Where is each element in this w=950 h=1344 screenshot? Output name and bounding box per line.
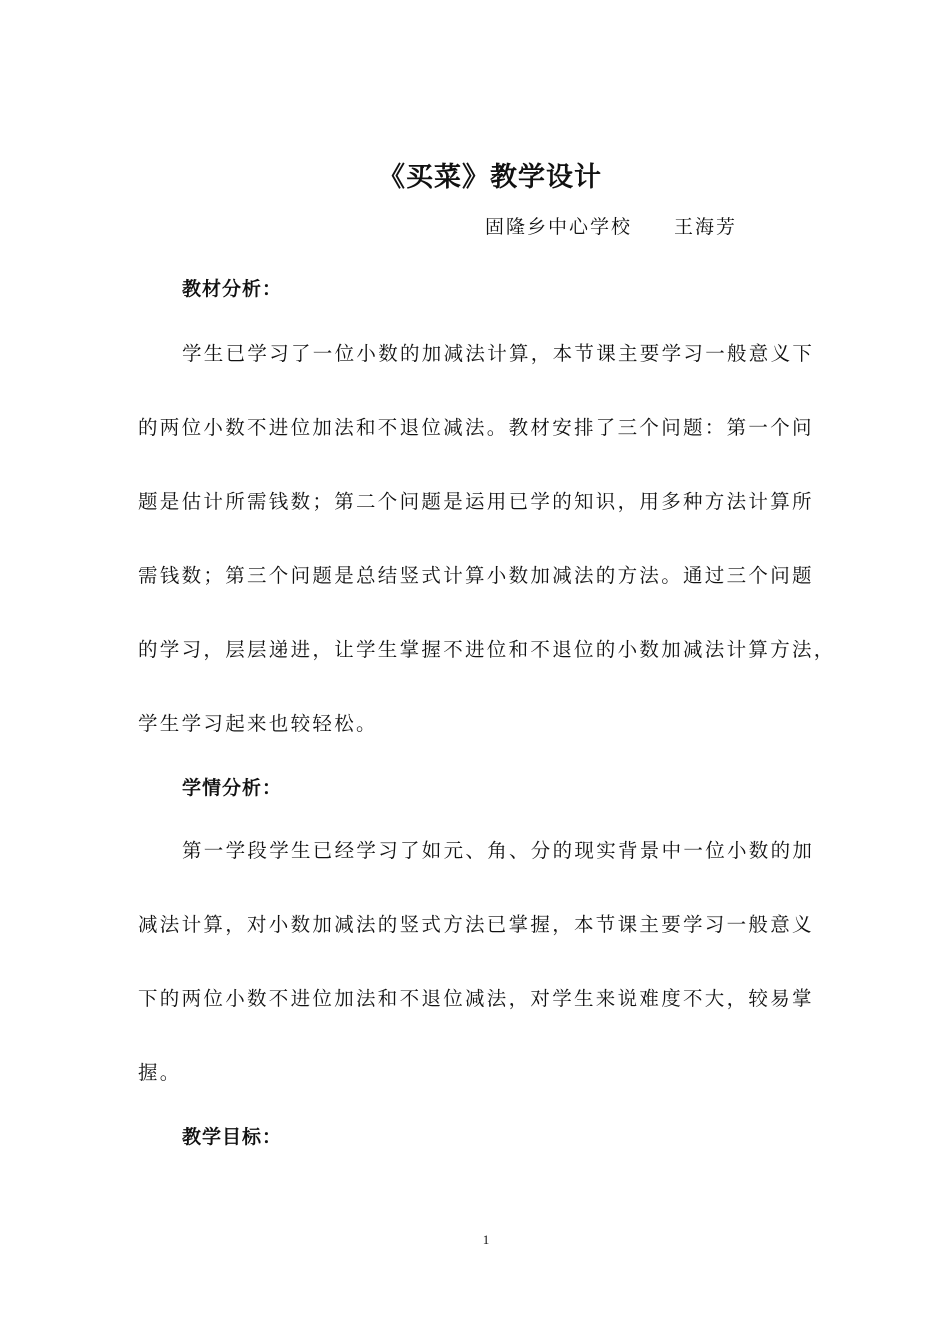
paragraph-line: 学生已学习了一位小数的加减法计算，本节课主要学习一般意义下 — [182, 342, 815, 365]
section-heading-textbook-analysis: 教材分析： — [182, 278, 283, 300]
paragraph-line: 第一学段学生已经学习了如元、角、分的现实背景中一位小数的加 — [182, 839, 815, 862]
paragraph-line: 学生学习起来也较轻松。 — [138, 712, 378, 735]
author-line — [485, 212, 737, 239]
author-name: 王海芳 — [674, 216, 738, 238]
paragraph-line: 握。 — [138, 1061, 182, 1084]
paragraph-line: 减法计算，对小数加减法的竖式方法已掌握，本节课主要学习一般意义 — [138, 913, 814, 936]
section-heading-student-analysis: 学情分析： — [182, 777, 283, 799]
paragraph-line: 题是估计所需钱数；第二个问题是运用已学的知识，用多种方法计算所 — [138, 490, 814, 513]
section-heading-teaching-goals: 教学目标： — [182, 1126, 283, 1148]
page-number: 1 — [482, 1232, 490, 1247]
paragraph-line: 的两位小数不进位加法和不退位减法。教材安排了三个问题：第一个问 — [138, 416, 814, 439]
paragraph-line: 下的两位小数不进位加法和不退位减法，对学生来说难度不大，较易掌 — [138, 987, 814, 1010]
document-title: 《买菜》教学设计 — [378, 162, 602, 193]
paragraph-line: 需钱数；第三个问题是总结竖式计算小数加减法的方法。通过三个问题 — [138, 564, 814, 587]
paragraph-line: 的学习，层层递进，让学生掌握不进位和不退位的小数加减法计算方法， — [138, 638, 836, 661]
author-school: 固隆乡中心学校 — [485, 216, 633, 238]
